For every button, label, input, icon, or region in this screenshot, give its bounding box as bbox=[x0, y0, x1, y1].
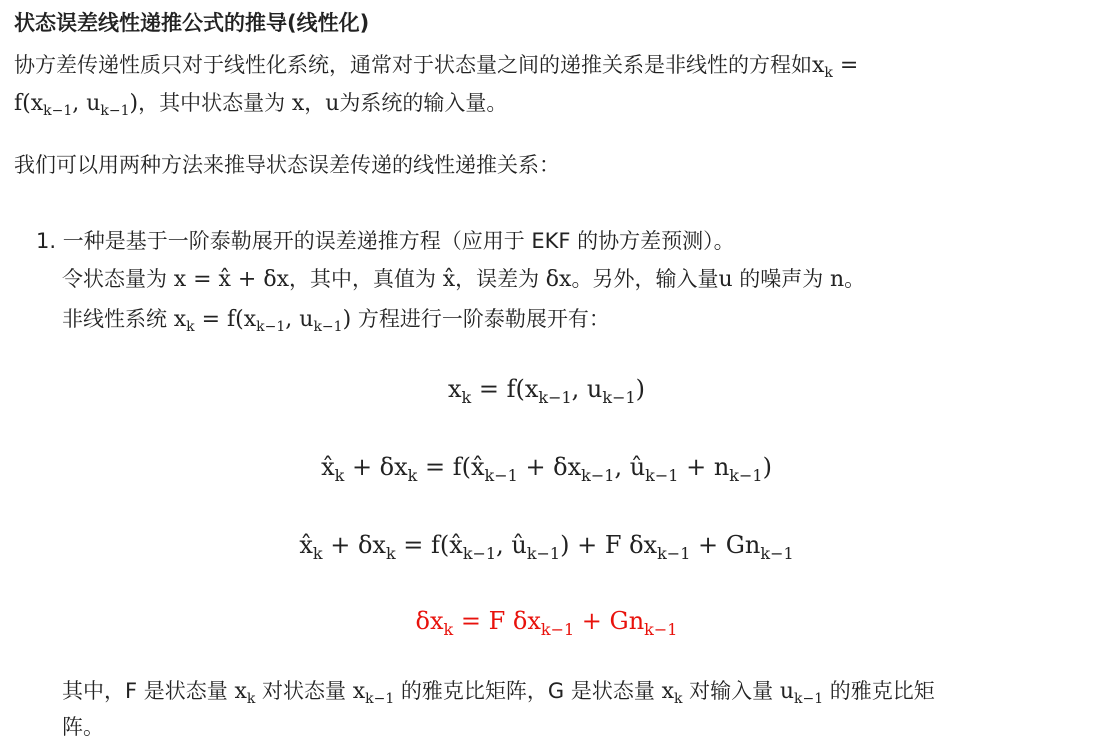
explanation-line-2: 阵。 bbox=[62, 715, 104, 739]
explanation-line-1: 其中，F 是状态量 $x_k$ 对状态量 $x_{k-1}$ 的雅克比矩阵，G 是状态量 $x_k$ 对输入量 $u_{k-1}$ 的雅克比矩 bbox=[62, 679, 935, 707]
section-title: 状态误差线性递推公式的推导(线性化) bbox=[14, 11, 370, 35]
list-item-1-line-2: 令状态量为 x = x̂ + δx，其中，真值为 x̂，误差为 δx。另外，输入量u 的噪声为 n。 bbox=[62, 267, 866, 292]
intro-line-1 bbox=[14, 50, 858, 81]
equation-4-highlighted: $\delta x_k = F$ $\delta x_{k-1} + Gn_{k-1}$ bbox=[415, 607, 678, 639]
inline-math: $f(x_{k-1}$, $u_{k-1}$) bbox=[14, 91, 139, 119]
intro-text: 协方差传递性质只对于线性化系统，通常对于状态量之间的递推关系是非线性的方程如 bbox=[14, 53, 812, 77]
equation-1: $x_k = f(x_{k-1}$, $u_{k-1}$) bbox=[447, 375, 646, 407]
intro-line-2: $f(x_{k-1}$, $u_{k-1}$)，其中状态量为 x，u为系统的输入量。 bbox=[14, 91, 508, 119]
list-item-1-line-3: 非线性系统 $x_k = f(x_{k-1}$, $u_{k-1}$) 方程进行一阶泰勒展开有： bbox=[62, 307, 610, 335]
equation-2: $x̂_k + \delta x_k$ = $f(x̂_{k-1} + \delta x_{k-1}$, $û_{k-1} + n_{k-1}$) bbox=[321, 453, 772, 485]
equation-3: $x̂_k + \delta x_k$ = $f(x̂_{k-1}$, $û_{k-1}) + F$ $\delta x_{k-1} + Gn_{k-1}$ bbox=[299, 531, 794, 563]
inline-math: $x_k = f(x_{k-1}$, $u_{k-1}$) bbox=[173, 307, 352, 335]
inline-math: $x_k$ = bbox=[812, 53, 859, 81]
list-item-1-heading: 1. 一种是基于一阶泰勒展开的误差递推方程（应用于 EKF 的协方差预测）。 bbox=[36, 229, 735, 253]
methods-sentence: 我们可以用两种方法来推导状态误差传递的线性递推关系： bbox=[14, 153, 560, 177]
